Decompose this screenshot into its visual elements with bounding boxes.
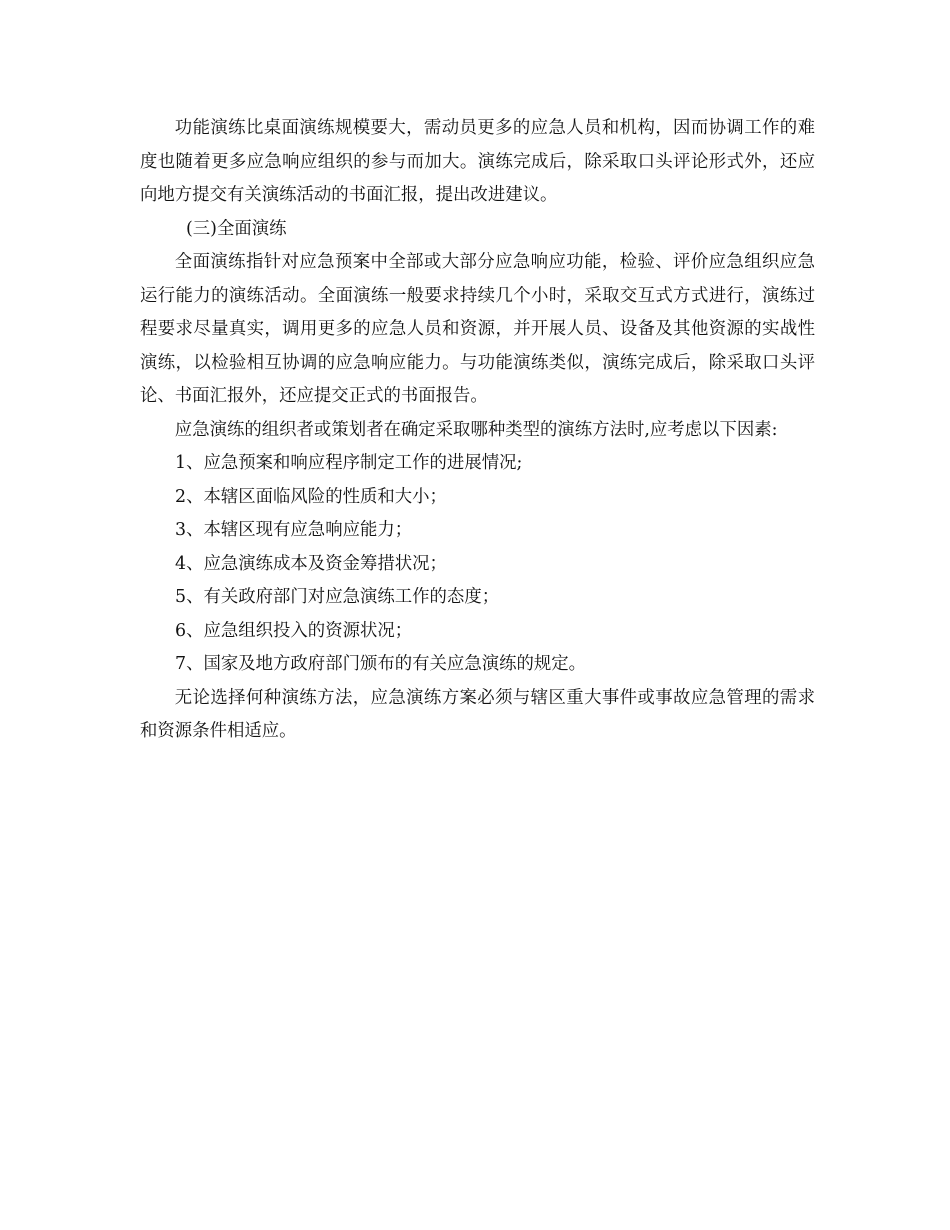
list-item: 4、应急演练成本及资金筹措状况； (175, 553, 447, 574)
list-item: 3、本辖区现有应急响应能力； (175, 520, 413, 540)
list-item: 1、应急预案和响应程序制定工作的进展情况; (175, 453, 523, 473)
paragraph-full-drill: 全面演练指针对应急预案中全部或大部分应急响应功能，检验、评价应急组织应急运行能力的演练活动。全面演练一般要求持续几个小时，采取交互式方式进行，演练过程要求尽量真实，调用更多的应急人员和资源，并开展人员、设备及其他资源的实战性演练，以检验相互协调的应急响应能力。与功能演练类似，演练完成后，除采取口头评论、书面汇报外，还应提交正式的书面报告。 (140, 252, 815, 406)
paragraph-functional-drill: 功能演练比桌面演练规模要大，需动员更多的应急人员和机构，因而协调工作的难度也随着更多应急响应组织的参与而加大。演练完成后，除采取口头评论形式外，还应向地方提交有关演练活动的书面汇报，提出改进建议。 (140, 118, 815, 205)
paragraph-closing: 无论选择何种演练方法，应急演练方案必须与辖区重大事件或事故应急管理的需求和资源条件相适应。 (140, 687, 815, 741)
list-item: 6、应急组织投入的资源状况； (175, 620, 413, 641)
document-body (140, 112, 815, 749)
list-item: 7、国家及地方政府部门颁布的有关应急演练的规定。 (175, 654, 587, 674)
paragraph-factors-intro: 应急演练的组织者或策划者在确定采取哪种类型的演练方法时,应考虑以下因素: (174, 419, 778, 440)
section-heading-full-drill: (三)全面演练 (186, 218, 287, 239)
factors-list (140, 447, 815, 682)
list-item: 5、有关政府部门对应急演练工作的态度； (175, 587, 500, 607)
list-item: 2、本辖区面临风险的性质和大小； (175, 486, 447, 507)
